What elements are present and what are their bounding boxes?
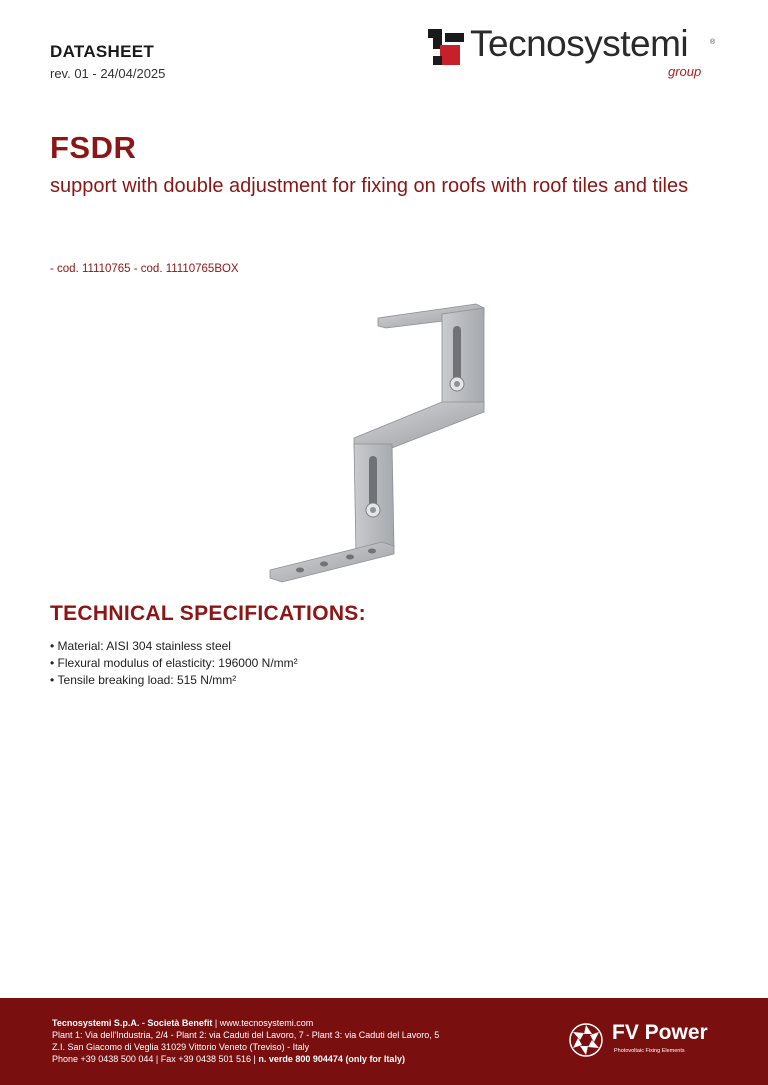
website-link[interactable]: www.tecnosystemi.com bbox=[219, 1018, 314, 1028]
document-type: DATASHEET bbox=[50, 42, 155, 61]
revision-date: rev. 01 - 24/04/2025 bbox=[50, 66, 166, 81]
specs-list bbox=[50, 638, 298, 689]
footer-contacts: Phone +39 0438 500 044 | Fax +39 0438 501 516 | n. verde 800 904474 (only for Italy) bbox=[52, 1054, 405, 1064]
footer-plants: Plant 1: Via dell'Industria, 2/4 - Plant 2: via Caduti del Lavoro, 7 - Plant 3: via Caduti del Lavoro, 5 bbox=[52, 1030, 440, 1040]
fv-power-name: FV Power bbox=[612, 1021, 708, 1044]
fv-power-tagline: Photovoltaic Fixing Elements bbox=[614, 1048, 685, 1054]
toll-free: n. verde 800 904474 (only for Italy) bbox=[258, 1054, 405, 1064]
fv-power-aperture-icon bbox=[568, 1022, 604, 1058]
phone: Phone +39 0438 500 044 bbox=[52, 1054, 154, 1064]
tecnosystemi-logo-mark-icon bbox=[428, 29, 464, 65]
fax: Fax +39 0438 501 516 bbox=[160, 1054, 252, 1064]
registered-mark: ® bbox=[710, 39, 716, 46]
specs-heading: TECHNICAL SPECIFICATIONS: bbox=[50, 602, 366, 625]
product-codes: - cod. 11110765 - cod. 11110765BOX bbox=[50, 263, 239, 275]
spec-item: • Material: AISI 304 stainless steel bbox=[50, 638, 298, 655]
tecnosystemi-logo bbox=[428, 23, 728, 82]
footer bbox=[0, 998, 768, 1085]
spec-item: • Tensile breaking load: 515 N/mm² bbox=[50, 672, 298, 689]
brand-sub: group bbox=[668, 64, 702, 79]
footer-company-line: Tecnosystemi S.p.A. - Società Benefit | www.tecnosystemi.com bbox=[52, 1018, 314, 1028]
product-name: FSDR bbox=[50, 130, 137, 165]
fv-power-logo bbox=[568, 1020, 728, 1060]
company-name: Tecnosystemi S.p.A. - Società Benefit bbox=[52, 1018, 213, 1028]
brand-name: Tecnosystemi bbox=[470, 23, 689, 64]
product-description: support with double adjustment for fixing on roofs with roof tiles and tiles bbox=[50, 175, 689, 197]
product-image bbox=[262, 298, 502, 588]
spec-item: • Flexural modulus of elasticity: 196000 N/mm² bbox=[50, 655, 298, 672]
footer-address: Z.I. San Giacomo di Veglia 31029 Vittorio Veneto (Treviso) - Italy bbox=[52, 1042, 310, 1052]
